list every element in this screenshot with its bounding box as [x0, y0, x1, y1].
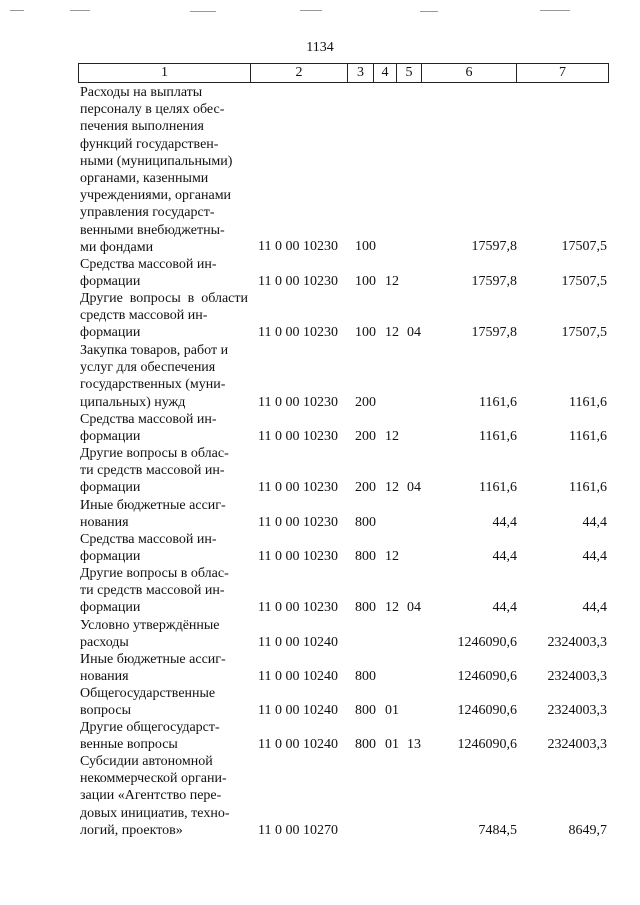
row-vr: 800: [355, 549, 376, 564]
table-row: [0, 411, 640, 445]
row-rz: 12: [385, 480, 399, 495]
scan-speck: [70, 10, 90, 11]
column-header-name: 1: [79, 64, 251, 83]
row-code: 11 0 00 10230: [258, 429, 338, 444]
row-rz: 12: [385, 325, 399, 340]
row-name: Средства массовой ин- формации: [80, 412, 217, 445]
row-rz: 12: [385, 549, 399, 564]
row-year1: 1246090,6: [457, 737, 517, 752]
row-vr: 200: [355, 395, 376, 410]
row-year1: 1161,6: [479, 480, 517, 495]
row-year1: 17597,8: [471, 239, 517, 254]
scan-speck: [10, 10, 24, 11]
row-rz: 01: [385, 703, 399, 718]
row-pr: 13: [407, 737, 421, 752]
row-year1: 17597,8: [471, 274, 517, 289]
row-pr: 04: [407, 325, 421, 340]
row-year1: 44,4: [492, 549, 517, 564]
row-year1: 1161,6: [479, 395, 517, 410]
row-year2: 2324003,3: [547, 703, 607, 718]
row-year1: 17597,8: [471, 325, 517, 340]
row-year1: 1246090,6: [457, 669, 517, 684]
row-year2: 17507,5: [561, 325, 607, 340]
table-row: [0, 256, 640, 290]
row-name: Иные бюджетные ассиг- нования: [80, 652, 226, 685]
scan-speck: [420, 11, 438, 12]
row-rz: 12: [385, 274, 399, 289]
row-vr: 800: [355, 669, 376, 684]
row-year2: 2324003,3: [547, 669, 607, 684]
row-code: 11 0 00 10230: [258, 515, 338, 530]
row-code: 11 0 00 10240: [258, 737, 338, 752]
column-header-code: 2: [251, 64, 348, 83]
row-vr: 200: [355, 480, 376, 495]
row-year1: 7484,5: [478, 823, 517, 838]
row-year2: 17507,5: [561, 239, 607, 254]
row-year2: 1161,6: [569, 395, 607, 410]
row-pr: 04: [407, 600, 421, 615]
row-vr: 800: [355, 737, 376, 752]
row-name: Другие общегосударст- венные вопросы: [80, 720, 220, 753]
row-vr: 800: [355, 600, 376, 615]
row-name: Иные бюджетные ассиг- нования: [80, 498, 226, 531]
row-name: Расходы на выплаты персоналу в целях обес- печения выполнения функций государствен- ными (муниципальными) органами, казенными учреждениями, органами управления государст- венными внебюджетны- ми фондами: [80, 85, 233, 255]
row-rz: 01: [385, 737, 399, 752]
row-code: 11 0 00 10230: [258, 395, 338, 410]
table-row: [0, 719, 640, 753]
row-year2: 1161,6: [569, 429, 607, 444]
row-year1: 1246090,6: [457, 703, 517, 718]
column-header-year1: 6: [422, 64, 517, 83]
row-name: Средства массовой ин- формации: [80, 532, 217, 565]
row-name: Общегосударственные вопросы: [80, 686, 216, 719]
table-row: [0, 685, 640, 719]
row-name: Субсидии автономной некоммерческой органи- зации «Агентство пере- довых инициатив, техно- логий, проектов»: [80, 754, 230, 838]
row-name: Средства массовой ин- формации: [80, 257, 217, 290]
budget-table-body: [0, 84, 640, 839]
table-row: [0, 84, 640, 256]
row-code: 11 0 00 10240: [258, 635, 338, 650]
row-code: 11 0 00 10270: [258, 823, 338, 838]
row-name: Другие вопросы в области средств массовой ин- формации: [80, 291, 248, 341]
row-vr: 100: [355, 325, 376, 340]
row-year2: 2324003,3: [547, 737, 607, 752]
table-row: [0, 651, 640, 685]
row-code: 11 0 00 10240: [258, 703, 338, 718]
row-vr: 800: [355, 703, 376, 718]
row-name: Закупка товаров, работ и услуг для обеспечения государственных (муни- ципальных) нужд: [80, 343, 229, 410]
table-row: [0, 290, 640, 342]
row-code: 11 0 00 10240: [258, 669, 338, 684]
row-name: Другие вопросы в облас- ти средств массовой ин- формации: [80, 566, 229, 616]
row-year1: 1246090,6: [457, 635, 517, 650]
row-year2: 17507,5: [561, 274, 607, 289]
row-rz: 12: [385, 429, 399, 444]
page-number: 1134: [306, 40, 334, 55]
row-code: 11 0 00 10230: [258, 274, 338, 289]
row-code: 11 0 00 10230: [258, 549, 338, 564]
column-header-pr: 5: [397, 64, 422, 83]
row-pr: 04: [407, 480, 421, 495]
table-row: [0, 445, 640, 497]
row-name: Условно утверждённые расходы: [80, 618, 220, 651]
row-code: 11 0 00 10230: [258, 239, 338, 254]
column-header-vr: 3: [348, 64, 374, 83]
column-header-rz: 4: [374, 64, 397, 83]
row-year2: 1161,6: [569, 480, 607, 495]
row-year2: 8649,7: [568, 823, 607, 838]
table-row: [0, 565, 640, 617]
row-code: 11 0 00 10230: [258, 325, 338, 340]
row-rz: 12: [385, 600, 399, 615]
row-year2: 44,4: [582, 549, 607, 564]
row-year2: 2324003,3: [547, 635, 607, 650]
row-year1: 44,4: [492, 515, 517, 530]
row-vr: 100: [355, 239, 376, 254]
table-row: [0, 531, 640, 565]
table-row: [0, 497, 640, 531]
row-year2: 44,4: [582, 600, 607, 615]
scan-speck: [190, 11, 216, 12]
row-year1: 1161,6: [479, 429, 517, 444]
row-year2: 44,4: [582, 515, 607, 530]
row-year1: 44,4: [492, 600, 517, 615]
table-row: [0, 753, 640, 839]
row-code: 11 0 00 10230: [258, 600, 338, 615]
row-code: 11 0 00 10230: [258, 480, 338, 495]
column-header-table: [78, 63, 609, 83]
row-name: Другие вопросы в облас- ти средств массовой ин- формации: [80, 446, 229, 496]
table-row: [0, 617, 640, 651]
row-vr: 100: [355, 274, 376, 289]
scan-speck: [540, 10, 570, 11]
row-vr: 800: [355, 515, 376, 530]
row-vr: 200: [355, 429, 376, 444]
scan-speck: [300, 10, 322, 11]
column-header-row: [79, 64, 609, 83]
column-header-year2: 7: [517, 64, 609, 83]
table-row: [0, 342, 640, 411]
